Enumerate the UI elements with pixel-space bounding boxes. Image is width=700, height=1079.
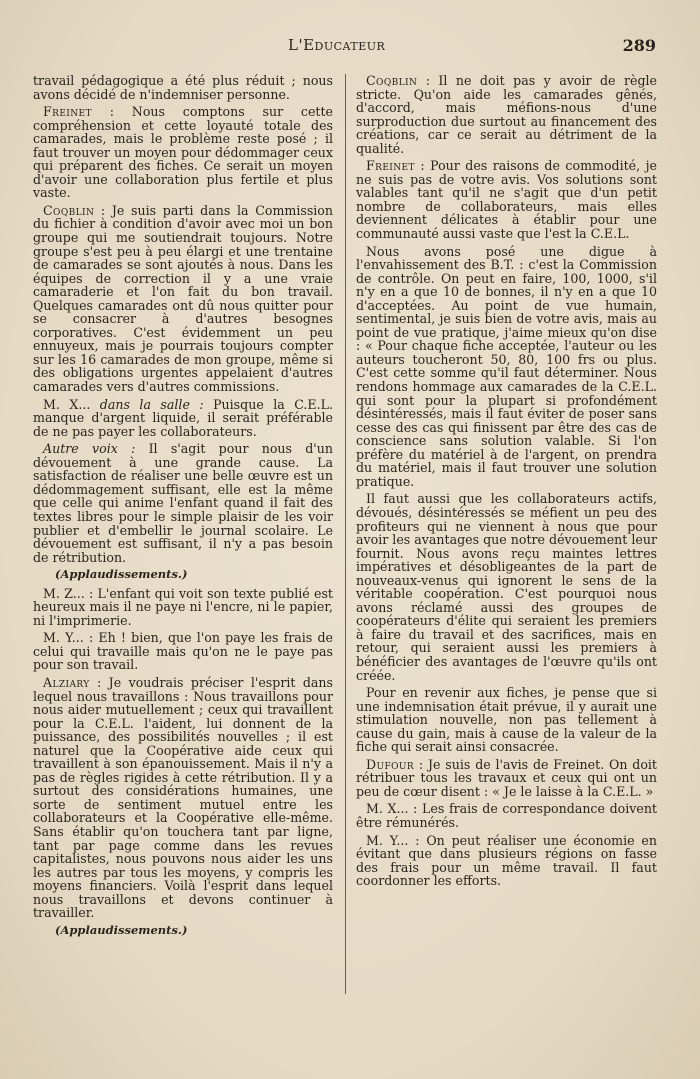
paragraph — [356, 159, 657, 240]
paragraph-text: : Je voudrais préciser l'esprit dans lequel nous travaillons : Nous travaillons pour nous aider mutuellement ; ceux qui travaillent pour la C.E.L. l'aident, lui donnent de la puissance, des possibilités nouvelles ; il est naturel que la Coopérative aide ceux qui travaillent à son épanouissement. Mais il n'y a pas de règles rigides à cette rétribution. Il y a surtout des considérations humaines, une sorte de sentiment mutuel entre les collaborateurs et la Coopérative elle-même. Sans établir qu'on touchera tant par ligne, tant par page comme dans les revues capitalistes, nous pouvons nous aider les uns les autres par tous les moyens, y compris les moyens financiers. Voilà l'esprit dans lequel nous travaillons et devons continuer à travailler. — [33, 674, 333, 921]
speaker-name: Freinet — [366, 158, 415, 174]
paragraph — [356, 834, 657, 888]
page-number: 289 — [622, 36, 656, 55]
paragraph-text: : Les frais de correspondance doivent être rémunérés. — [356, 801, 657, 830]
paragraph — [33, 74, 333, 101]
column-divider — [345, 74, 346, 994]
applause-note: (Applaudissements.) — [55, 567, 188, 582]
speaker-name: Coqblin — [366, 73, 418, 88]
stage-direction: dans la salle : — [90, 396, 204, 412]
applause-note: (Applaudissements.) — [55, 922, 188, 937]
speaker-name: Dufour — [366, 756, 415, 772]
speaker-name: Autre voix : — [43, 441, 136, 457]
running-title: L'Educateur — [288, 36, 386, 54]
paragraph — [356, 492, 657, 682]
paragraph-text: Puisque la C.E.L. manque d'argent liquide, il serait préférable de ne pas payer les collaborateurs. — [33, 396, 333, 439]
paragraph-text: Il faut aussi que les collaborateurs actifs, dévoués, désintéressés se méfient un peu des profiteurs qui ne viennent à nous que pour avoir les avantages que notre dévouement leur fournit. Nous avons reçu maintes lettres impératives et désobligeantes de la part de nouveaux-venus qui ignorent le sens de la véritable coopération. C'est pourquoi nous avons réclamé aussi des groupes de coopérateurs d'élite qui seraient les premiers à faire du travail et des sacrifices, mais en retour, qui seraient aussi les premiers à bénéficier des avantages de l'œuvre qu'ils ont créée. — [356, 491, 657, 683]
speaker-name: M. X... — [43, 396, 91, 412]
paragraph — [33, 587, 333, 628]
right-column — [356, 74, 657, 892]
paragraph — [33, 398, 333, 439]
paragraph-text: : Nous comptons sur cette compréhension et cette loyauté totale des camarades, mais le problème reste posé ; il faut trouver un moyen pour dédommager ceux qui préparent des fiches. Ce serait un moyen d'avoir une collaboration plus fertile et plus vaste. — [33, 104, 333, 201]
paragraph — [33, 631, 333, 672]
paragraph — [33, 105, 333, 200]
speaker-name: M. Y... — [366, 832, 409, 848]
left-column — [33, 74, 333, 942]
paragraph-text: : L'enfant qui voit son texte publié est heureux mais il ne paye ni l'encre, ni le papier, ni l'imprimerie. — [33, 585, 333, 628]
speaker-name: Freinet — [43, 104, 92, 120]
paragraph-text: : Je suis de l'avis de Freinet. On doit rétribuer tous les travaux et ceux qui ont un peu de cœur disent : « Je le laisse à la C.E.L. » — [356, 756, 657, 799]
paragraph — [356, 802, 657, 829]
paragraph — [356, 245, 657, 489]
paragraph-text: travail pédagogique a été plus réduit ; nous avons décidé de n'indemniser personne. — [33, 73, 333, 102]
speaker-name: Alziary — [43, 674, 90, 690]
paragraph — [356, 758, 657, 799]
paragraph-text: : Je suis parti dans la Commission du fichier à condition d'avoir avec moi un bon groupe qui me soutiendrait toujours. Notre groupe s'est peu à peu élargi et une trentaine de camarades se sont ajoutés à nous. Dans les équipes de correction il y a une vraie camaraderie et l'on fait du bon travail. Quelques camarades ont dû nous quitter pour se consacrer à d'autres besognes corporatives. C'est évidemment un peu ennuyeux, mais je pourrais toujours compter sur les 16 camarades de mon groupe, même si des obligations urgentes appelaient d'autres camarades vers d'autres commissions. — [33, 202, 333, 395]
paragraph-text: : On peut réaliser une économie en évitant que dans plusieurs régions on fasse des frais pour un même travail. Il faut coordonner les efforts. — [356, 832, 657, 889]
paragraph-text: : Pour des raisons de commodité, je ne suis pas de votre avis. Vos solutions sont valables tant qu'il ne s'agit que d'un petit nombre de collaborateurs, mais elles deviennent délicates à établir pour une communauté aussi vaste que l'est la C.E.L. — [356, 158, 657, 242]
speaker-name: M. X... — [366, 801, 409, 817]
paragraph-text: Pour en revenir aux fiches, je pense que si une indemnisation était prévue, il y aurait une stimulation nouvelle, non pas tellement à cause du gain, mais à cause de la valeur de la fiche qui serait ainsi consacrée. — [356, 685, 657, 755]
paragraph-text: : Eh ! bien, que l'on paye les frais de celui qui travaille mais qu'on ne le paye pas pour son travail. — [33, 630, 333, 673]
paragraph-text: : Il ne doit pas y avoir de règle stricte. Qu'on aide les camarades gênés, d'accord, mais méfions-nous d'une surproduction due surtout au financement des créations, car ce serait au détriment de la qualité. — [356, 73, 657, 156]
paragraph-text: Il s'agit pour nous d'un dévouement à une grande cause. La satisfaction de réaliser une belle œuvre est un dédommagement suffisant, elle est la même que celle qui anime l'enfant quand il fait des textes libres pour le simple plaisir de les voir publier et d'embellir le journal scolaire. Le dévouement est suffisant, il n'y a pas besoin de rétribution. — [33, 441, 333, 565]
speaker-name: M. Z... — [43, 585, 85, 601]
speaker-name: M. Y... — [43, 630, 84, 646]
paragraph-text: Nous avons posé une digue à l'envahissement des B.T. : c'est la Commission de contrôle. On peut en faire, 100, 1000, s'il n'y en a que 10 de bonnes, il n'y en a que 10 d'acceptées. Au point de vue humain, sentimental, je suis bien de votre avis, mais au point de vue pratique, j'aime mieux qu'on dise : « Pour chaque fiche acceptée, l'auteur ou les auteurs toucheront 50, 80, 100 frs ou plus. C'est cette somme qu'il faut déterminer. Nous rendons hommage aux camarades de la C.E.L. qui sont pour la plupart si profondément désintéressés, mais il faut éviter de poser sans cesse des cas qui finissent par être des cas de conscience sans solution valable. Si l'on préfère du matériel à de l'argent, on prendra du matériel, mais il faut trouver une solution pratique. — [356, 243, 657, 489]
paragraph — [33, 676, 333, 920]
paragraph — [33, 442, 333, 564]
speaker-name: Coqblin — [43, 202, 95, 218]
paragraph — [356, 74, 657, 155]
paragraph — [33, 204, 333, 394]
page-header — [0, 34, 700, 60]
paragraph — [356, 686, 657, 754]
